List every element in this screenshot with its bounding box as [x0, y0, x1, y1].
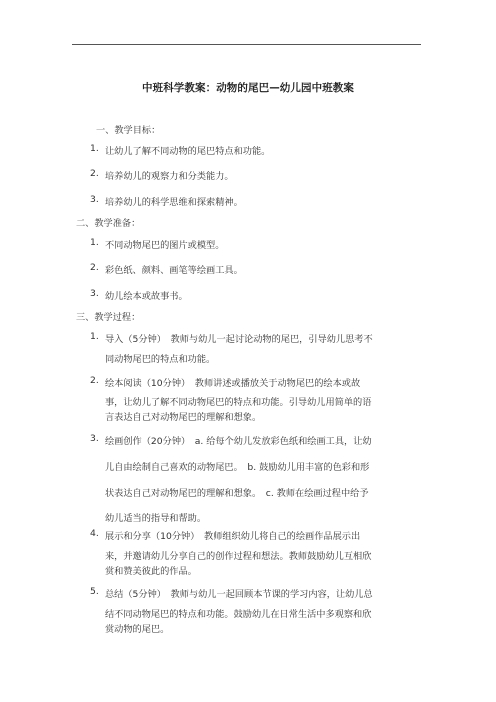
section-heading-prep: 二、教学准备： [76, 218, 141, 229]
item-text: 导入（5分钟） 教师与幼儿一起讨论动物的尾巴，引导幼儿思考不 [105, 334, 373, 345]
item-number: 1. [90, 237, 99, 248]
section-heading-process: 三、教学过程： [76, 312, 141, 323]
item-text: 绘画创作（20分钟） a. 给每个幼儿发放彩色纸和绘画工具，让幼 [105, 436, 372, 447]
item-text: 绘本阅读（10分钟） 教师讲述或播放关于动物尾巴的绘本或故 [105, 378, 361, 389]
item-text: 结不同动物尾巴的特点和功能。鼓励幼儿在日常生活中多观察和欣 [105, 609, 372, 620]
document-title: 中班科学教案：动物的尾巴—幼儿园中班教案 [142, 82, 354, 94]
item-number: 3. [90, 288, 99, 299]
item-number: 3. [90, 433, 99, 444]
item-text: 赏动物的尾巴。 [105, 624, 170, 635]
item-number: 2. [90, 375, 99, 386]
item-number: 5. [90, 586, 99, 597]
header-rule [72, 44, 421, 45]
item-text: 同动物尾巴的特点和功能。 [105, 354, 216, 365]
item-number: 2. [90, 262, 99, 273]
item-number: 4. [90, 528, 99, 539]
item-text: 培养幼儿的科学思维和探索精神。 [105, 197, 243, 208]
item-number: 3. [90, 194, 99, 205]
item-number: 1. [90, 331, 99, 342]
item-text: 幼儿适当的指导和帮助。 [105, 513, 207, 524]
item-number: 2. [90, 168, 99, 179]
item-text: 彩色纸、颜料、画笔等绘画工具。 [105, 265, 243, 276]
item-text: 让幼儿了解不同动物的尾巴特点和功能。 [105, 146, 271, 157]
item-text: 事，让幼儿了解不同动物尾巴的特点和功能。引导幼儿用简单的语 [105, 397, 372, 408]
item-text: 赏和赞美彼此的作品。 [105, 566, 197, 577]
item-text: 来，并邀请幼儿分享自己的创作过程和想法。教师鼓励幼儿互相欣 [105, 551, 372, 562]
item-text: 不同动物尾巴的图片或模型。 [105, 240, 225, 251]
section-heading-goals: 一、教学目标： [96, 125, 161, 136]
item-text: 幼儿绘本或故事书。 [105, 291, 188, 302]
item-text: 儿自由绘制自己喜欢的动物尾巴。 b. 鼓励幼儿用丰富的色彩和形 [105, 462, 370, 473]
item-text: 言表达自己对动物尾巴的理解和想象。 [105, 412, 262, 423]
item-number: 1. [90, 143, 99, 154]
item-text: 状表达自己对动物尾巴的理解和想象。 c. 教师在绘画过程中给予 [105, 488, 369, 499]
item-text: 总结（5分钟） 教师与幼儿一起回顾本节课的学习内容，让幼儿总 [105, 589, 373, 600]
item-text: 培养幼儿的观察力和分类能力。 [105, 171, 234, 182]
item-text: 展示和分享（10分钟） 教师组织幼儿将自己的绘画作品展示出 [105, 531, 361, 542]
